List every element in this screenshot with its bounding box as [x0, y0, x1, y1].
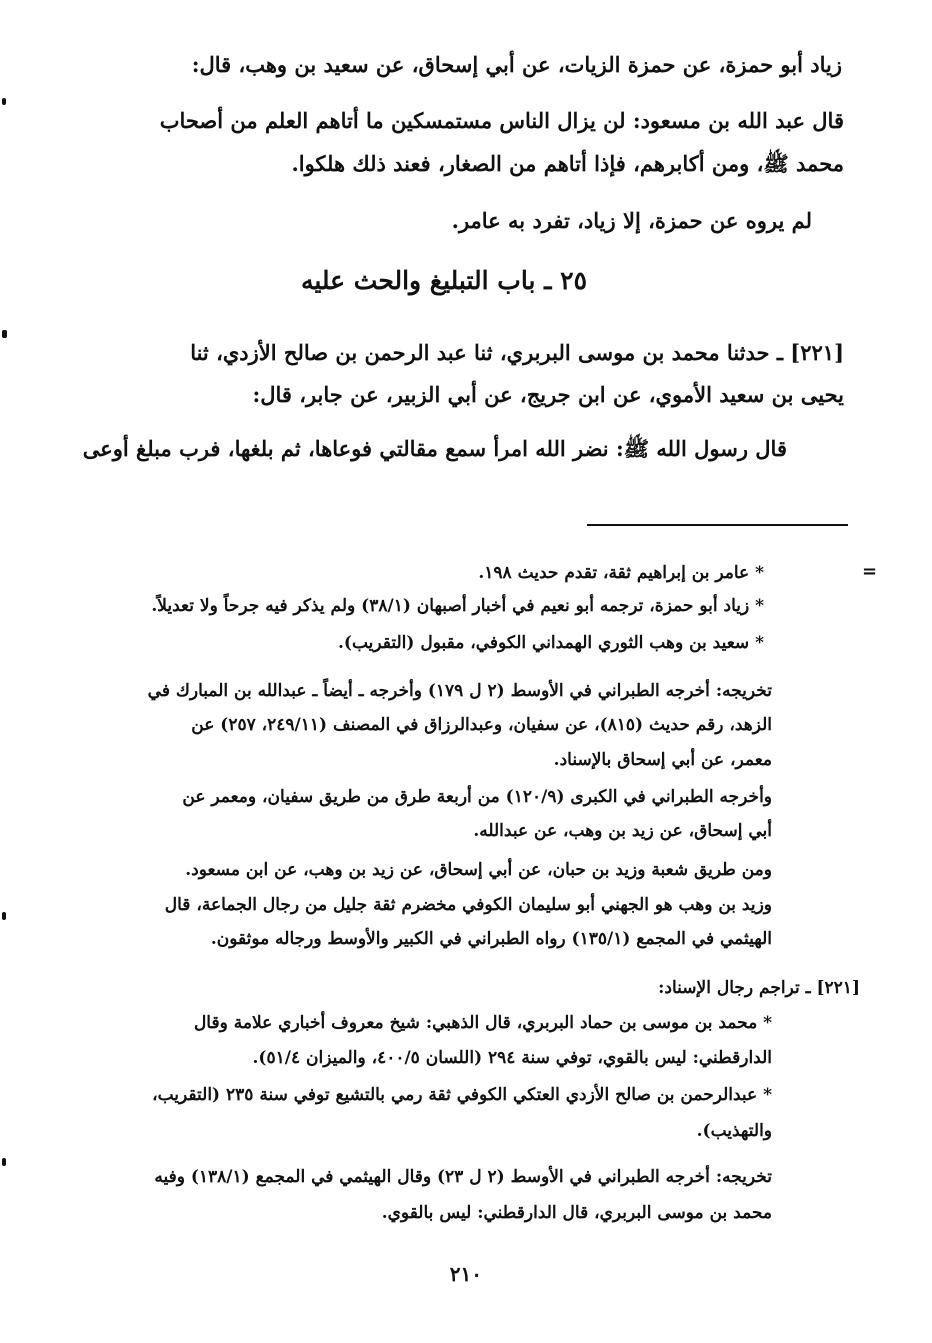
footnote-line-3: * سعيد بن وهب الثوري الهمداني الكوفي، مقبول (التقريب).: [338, 633, 764, 653]
scan-speck: [2, 98, 6, 105]
footnote-line-8: أبي إسحاق، عن زيد بن وهب، عن عبدالله.: [473, 821, 772, 841]
main-line-4: لم يروه عن حمزة، إلا زياد، تفرد به عامر.: [451, 208, 812, 233]
scan-speck: [2, 912, 6, 920]
footnote-line-15: * عبدالرحمن بن صالح الأزدي العتكي الكوفي ثقة رمي بالتشيع توفي سنة ٢٣٥ (التقريب،: [152, 1085, 772, 1105]
footnote-separator: [587, 524, 848, 526]
scan-speck: [2, 330, 7, 338]
scan-speck: [2, 1158, 6, 1166]
footnote-line-11: الهيثمي في المجمع (١٣٥/١) رواه الطبراني في الكبير والأوسط ورجاله موثقون.: [210, 929, 772, 949]
footnote-line-7: وأخرجه الطبراني في الكبرى (١٢٠/٩) من أربعة طرق من طريق سفيان، ومعمر عن: [182, 787, 772, 807]
footnote-line-9: ومن طريق شعبة وزيد بن حبان، عن أبي إسحاق، عن زيد بن وهب، عن ابن مسعود.: [185, 860, 772, 880]
page-number: ٢١٠: [449, 1262, 482, 1286]
hadith-line-1: [٢٢١] ـ حدثنا محمد بن موسى البربري، ثنا عبد الرحمن بن صالح الأزدي، ثنا: [190, 340, 844, 365]
footnote-line-4: تخريجه: أخرجه الطبراني في الأوسط (٢ ل ١٧٩) وأخرجه ـ أيضاً ـ عبدالله بن المبارك في: [147, 681, 772, 701]
main-line-3: محمد ﷺ، ومن أكابرهم، فإذا أتاهم من الصغار، فعند ذلك هلكوا.: [291, 151, 844, 176]
footnote-line-16: والتهذيب).: [696, 1121, 772, 1141]
footnote-line-1: * عامر بن إبراهيم ثقة، تقدم حديث ١٩٨.: [478, 563, 764, 583]
footnote-line-10: وزيد بن وهب هو الجهني أبو سليمان الكوفي مخضرم ثقة جليل من رجال الجماعة، قال: [164, 895, 772, 915]
footnote-translations-heading: [٢٢١] ـ تراجم رجال الإسناد:: [658, 978, 860, 998]
footnote-line-14: الدارقطني: ليس بالقوي، توفي سنة ٢٩٤ (اللسان ٤٠٠/٥، والميزان ٥١/٤).: [252, 1048, 772, 1068]
hadith-line-2: يحيى بن سعيد الأموي، عن ابن جريج، عن أبي الزبير، عن جابر، قال:: [252, 382, 844, 407]
hadith-line-3: قال رسول الله ﷺ: نضر الله امرأ سمع مقالتي فوعاها، ثم بلغها، فرب مبلغ أوعى: [82, 436, 787, 461]
main-line-1: زياد أبو حمزة، عن حمزة الزيات، عن أبي إسحاق، عن سعيد بن وهب، قال:: [191, 52, 842, 77]
footnote-line-5: الزهد، رقم حديث (٨١٥)، عن سفيان، وعبدالرزاق في المصنف (٢٤٩/١١، ٢٥٧) عن: [191, 715, 772, 735]
main-line-2: قال عبد الله بن مسعود: لن يزال الناس مستمسكين ما أتاهم العلم من أصحاب: [159, 108, 844, 133]
footnote-line-2: * زياد أبو حمزة، ترجمه أبو نعيم في أخبار أصبهان (٣٨/١) ولم يذكر فيه جرحاً ولا تعديلاً.: [151, 596, 764, 616]
chapter-heading: ٢٥ ـ باب التبليغ والحث عليه: [300, 266, 587, 295]
continuation-mark: =: [862, 561, 878, 582]
footnote-line-6: معمر، عن أبي إسحاق بالإسناد.: [553, 750, 772, 770]
footnote-line-17: تخريجه: أخرجه الطبراني في الأوسط (٢ ل ٢٣) وقال الهيثمي في المجمع (١٣٨/١) وفيه: [154, 1167, 772, 1187]
footnote-line-13: * محمد بن موسى بن حماد البربري، قال الذهبي: شيخ معروف أخباري علامة وقال: [193, 1013, 772, 1033]
footnote-line-18: محمد بن موسى البربري، قال الدارقطني: ليس بالقوي.: [381, 1203, 772, 1223]
